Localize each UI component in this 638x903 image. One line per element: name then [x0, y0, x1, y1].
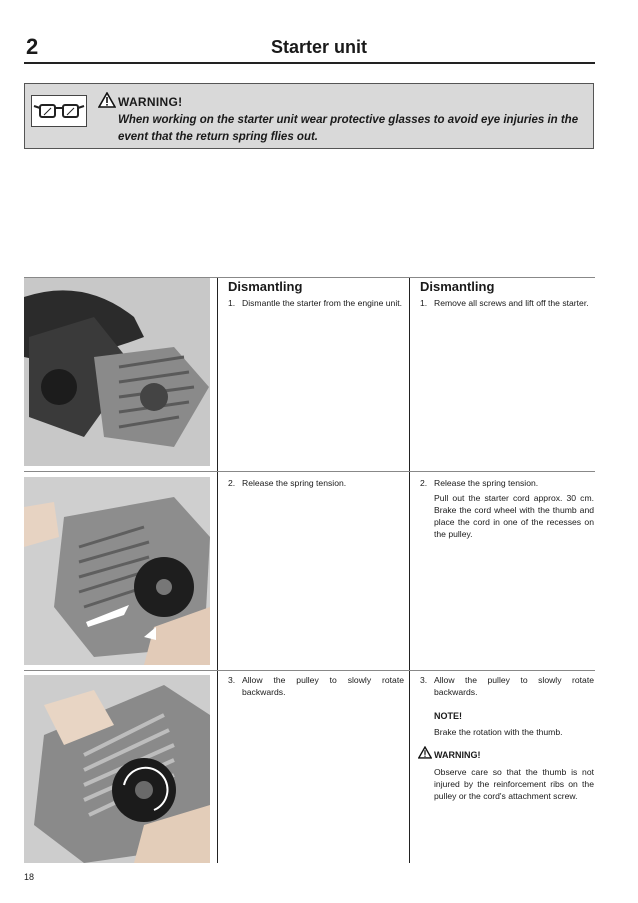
warning-triangle-icon [98, 92, 116, 113]
step-text: Allow the pulley to slowly rotate backwards. [434, 675, 594, 697]
right-step-3 [420, 674, 594, 704]
row-rule-1 [24, 471, 595, 472]
protective-glasses-icon [31, 95, 87, 127]
right-step-2 [420, 477, 594, 493]
step-warning-label: WARNING! [434, 750, 481, 760]
header-rule [24, 62, 595, 64]
step-number: 2. [420, 478, 428, 488]
pulley-rotation-photo-icon [24, 675, 210, 863]
column-divider-left [217, 277, 218, 863]
left-step-2 [228, 477, 404, 493]
step-text: Remove all screws and lift off the starter. [434, 298, 589, 308]
right-step-2-detail: Pull out the starter cord approx. 30 cm. Brake the cord wheel with the thumb and place the cord in one of the recesses on the pulley. [434, 493, 594, 539]
section-rule [24, 277, 595, 278]
starter-spring-release-photo-icon [24, 477, 210, 665]
page-title: Starter unit [270, 37, 367, 57]
right-step-1 [420, 297, 594, 327]
step-text: Dismantle the starter from the engine unit. [242, 298, 403, 308]
chapter-number: 2 [26, 34, 39, 59]
step-text: Release the spring tension. [242, 478, 347, 488]
step-number: 1. [420, 298, 428, 308]
step-number: 3. [228, 675, 236, 685]
note-label: NOTE! [434, 711, 462, 721]
column-divider-right [409, 277, 410, 863]
step-warning-text: Observe care so that the thumb is not injured by the reinforcement ribs on the pulley or the cord's attachment screw. [434, 767, 594, 801]
warning-text: When working on the starter unit wear protective glasses to avoid eye injuries in the event that the return spring flies out. [118, 114, 579, 143]
step-number: 1. [228, 298, 236, 308]
warning-triangle-icon [418, 746, 432, 764]
page-number: 18 [24, 872, 35, 882]
left-step-1 [228, 297, 404, 327]
left-step-3 [228, 674, 404, 704]
warning-label: WARNING! [118, 95, 183, 109]
step-text: Release the spring tension. [434, 478, 539, 488]
step-number: 3. [420, 675, 428, 685]
step-number: 2. [228, 478, 236, 488]
left-column-heading: Dismantling [228, 279, 303, 294]
right-column-heading: Dismantling [420, 279, 495, 294]
step-text: Allow the pulley to slowly rotate backwards. [242, 675, 404, 697]
chainsaw-starter-photo-icon [24, 277, 210, 466]
row-rule-2 [24, 670, 595, 671]
note-text: Brake the rotation with the thumb. [434, 727, 563, 737]
